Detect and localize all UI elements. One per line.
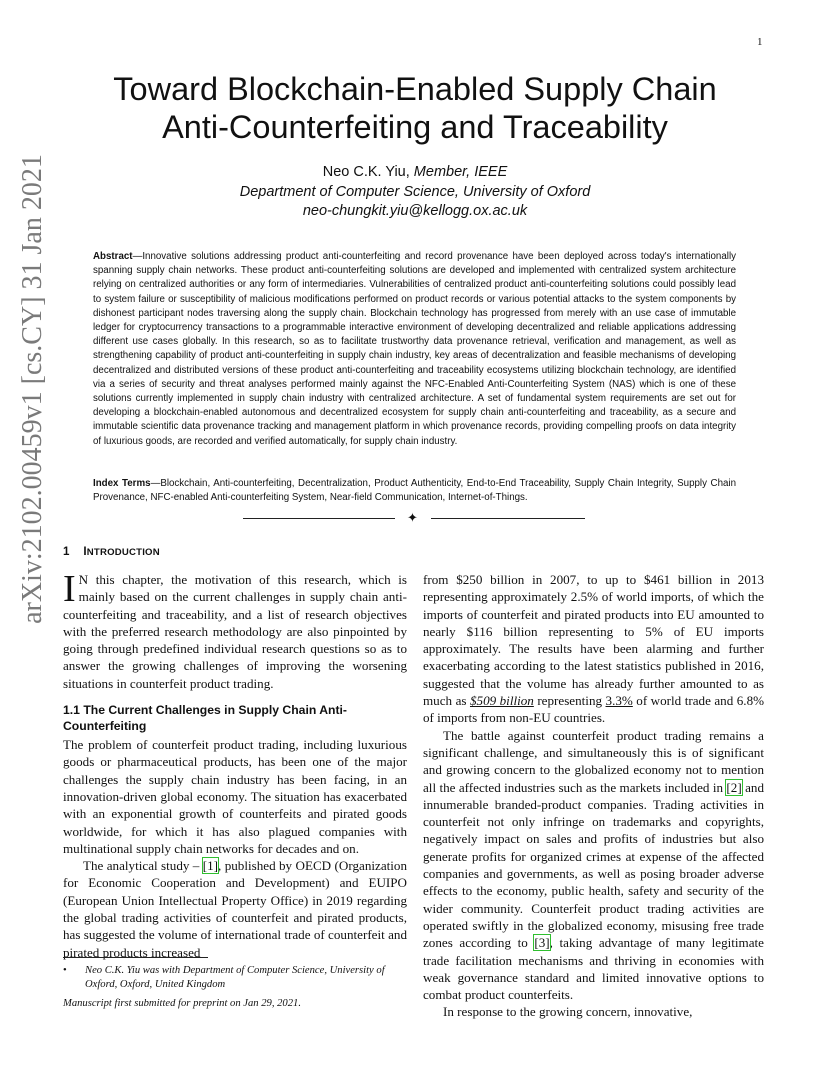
author-membership: Member, IEEE [413, 164, 508, 180]
paragraph-oecd-study-continued [423, 571, 764, 727]
oecd-text-end: of world trade and 6.8% of imports from non-EU countries. [423, 693, 765, 726]
section-number: 1 [63, 545, 70, 558]
citation-link-2[interactable]: [2] [726, 779, 742, 795]
paper-title [80, 70, 750, 146]
manuscript-note: Manuscript first submitted for preprint on Jan 29, 2021. [63, 998, 301, 1009]
right-column [423, 571, 764, 1021]
left-column [63, 568, 408, 961]
page-number: 1 [757, 36, 763, 48]
statistic-link-3-3-percent[interactable]: 3.3% [605, 693, 633, 709]
abstract-label: Abstract [93, 251, 133, 262]
paragraph-oecd-study [63, 857, 407, 961]
footnote-text: Neo C.K. Yiu was with Department of Computer Science, University of Oxford, Oxford, United Kingdom [85, 965, 385, 990]
abstract-text: —Innovative solutions addressing product anti-counterfeiting and record provenance have been deployed across today's internationally spanning supply chain networks. These product anti-counterfeiting solutions are developed and implemented with centralized system architecture relying on centralized authorities or any form of intermediaries. Vulnerabilities of centralized product anti-counterfeiting solutions could possibly lead to system failure or susceptibility of malicious modifications performed on product records or various potential attacks to the system components by dishonest participant nodes traversing along the supply chain. Blockchain technology has progressed from merely with an use case of immutable ledger for cryptocurrency transactions to a programmable interactive environment of developing decentralized and reliable applications addressing different use cases globally. In this research, so as to facilitate trustworthy data provenance retrieval, verification and management, as well as strengthening capability of product anti-counterfeiting in supply chain industry, key areas of decentralization and feasible mechanisms of developing decentralized and distributed versions of these product anti-counterfeiting and traceability ecosystems utilizing blockchain technology, are identified via a series of security and threat analyses performed mainly against the NFC-Enabled Anti-Counterfeiting System (NAS) which is one of these solutions currently implemented in supply chain industry with centralized architecture. A set of fundamental system requirements are set out for developing a blockchain-enabled autonomous and decentralized ecosystem for supply chain anti-counterfeiting and traceability, as a secure and immutable scientific data provenance tracking and management platform in which provenance records, providing compelling proofs on data integrity of luxurious goods, are recorded and verified automatically, for supply chain industry. [93, 251, 736, 447]
section-heading-introduction [63, 545, 160, 558]
oecd-text-continued: , published by OECD (Organization for Economic Cooperation and Development) and EUIPO (European Union Intellectual Property Office) in 2019 regarding the global trading activities of counterfeit and pirated products, has suggested the volume of international trade of counterfeit and pirated products increased [63, 858, 408, 960]
battle-text-mid: and innumerable branded-product companies. Trading activities in counterfeit not only infringe on trademarks and copyrights, negatively impact on sales and profits of industries but also generate profits for organized crimes at expense of the affected companies and governments, as well as posing broader adverse effects to the economy, public health, safety and security of the wider community. Counterfeit product trading activities are operated swiftly in the globalized economy, misusing free trade zones according to [423, 779, 764, 951]
divider-diamond-icon: ✦ [407, 510, 418, 525]
paragraph-response: In response to the growing concern, innovative, [443, 1004, 693, 1020]
section-divider [243, 510, 585, 526]
section-title-first-letter: I [83, 545, 87, 558]
index-terms-label: Index Terms [93, 478, 151, 489]
intro-paragraph [63, 568, 407, 692]
section-title-rest: NTRODUCTION [86, 547, 160, 558]
statistic-link-509-billion[interactable]: $509 billion [469, 693, 534, 709]
battle-text-end: , taking advantage of many legitimate trade facilitation mechanisms and thriving in economies with weak governance standard and limited innovative options to combat product counterfeits. [423, 935, 764, 1003]
author-block [80, 163, 750, 222]
footnote [63, 964, 408, 991]
citation-link-3[interactable]: [3] [534, 935, 550, 951]
author-email: neo-chungkit.yiu@kellogg.ox.ac.uk [302, 203, 528, 219]
oecd-text-mid: representing [533, 693, 606, 709]
battle-text-start: The battle against counterfeit product trading remains a significant challenge, and simultaneously this is of significant and growing concern to the globalized economy not to mention all the affected industries such as the markets included in [423, 727, 764, 795]
oecd-text-right: from $250 billion in 2007, to up to $461 billion in 2013 representing approximately 2.5% of world imports, of which the imports of counterfeit and pirated products into EU amounted to nearly $116 billion representing to 5% of EU imports approximately. The results have been alarming and further exacerbating according to the latest statistics published in 2016, suggested that the volume has already further amounted to as much as [423, 572, 764, 709]
oecd-text-start: The analytical study – [83, 858, 203, 874]
footnote-rule [63, 957, 208, 958]
divider-line-left [243, 518, 395, 519]
paragraph-counterfeit-problem: The problem of counterfeit product trading, including luxurious goods or pharmaceutical products, has been one of the major challenges the supply chain industry has been facing, in an innovation-driven global economy. The situation has exacerbated with an exponential growth of counterfeits and pirated goods worldwide, for which it has also plagued companies with multinational supply chain networks for decades and on. [63, 737, 407, 856]
author-name: Neo C.K. Yiu, [322, 164, 410, 180]
title-line-1: Toward Blockchain-Enabled Supply Chain [113, 71, 717, 107]
drop-cap-continuation: N [78, 572, 89, 587]
index-terms-text: —Blockchain, Anti-counterfeiting, Decentralization, Product Authenticity, End-to-End Traceability, Supply Chain Integrity, Supply Chain Provenance, NFC-enabled Anti-counterfeiting System, Near-field Communication, Internet-of-Things. [93, 478, 737, 504]
citation-link-1[interactable]: [1] [202, 858, 219, 874]
intro-paragraph-text: this chapter, the motivation of this research, which is mainly based on the current challenges in supply chain anti-counterfeiting and traceability, and a list of research objectives with the preferred research methodology are also pinpointed by going through predefined individual research questions so as to answer the growing challenges of improving the worsening situations in counterfeit product trading. [63, 572, 407, 691]
abstract [93, 250, 736, 449]
author-line [80, 163, 750, 183]
divider-line-right [431, 518, 585, 519]
author-affiliation: Department of Computer Science, University of Oxford [239, 183, 591, 200]
subsection-heading: 1.1 The Current Challenges in Supply Chain Anti-Counterfeiting [63, 703, 347, 734]
title-line-2: Anti-Counterfeiting and Traceability [162, 109, 668, 145]
drop-cap: I [63, 568, 76, 610]
footnote-bullet: • [63, 965, 67, 976]
arxiv-identifier-stamp: arXiv:2102.00459v1 [cs.CY] 31 Jan 2021 [17, 154, 48, 624]
paragraph-battle-against-counterfeit [423, 727, 764, 1004]
index-terms [93, 477, 736, 505]
